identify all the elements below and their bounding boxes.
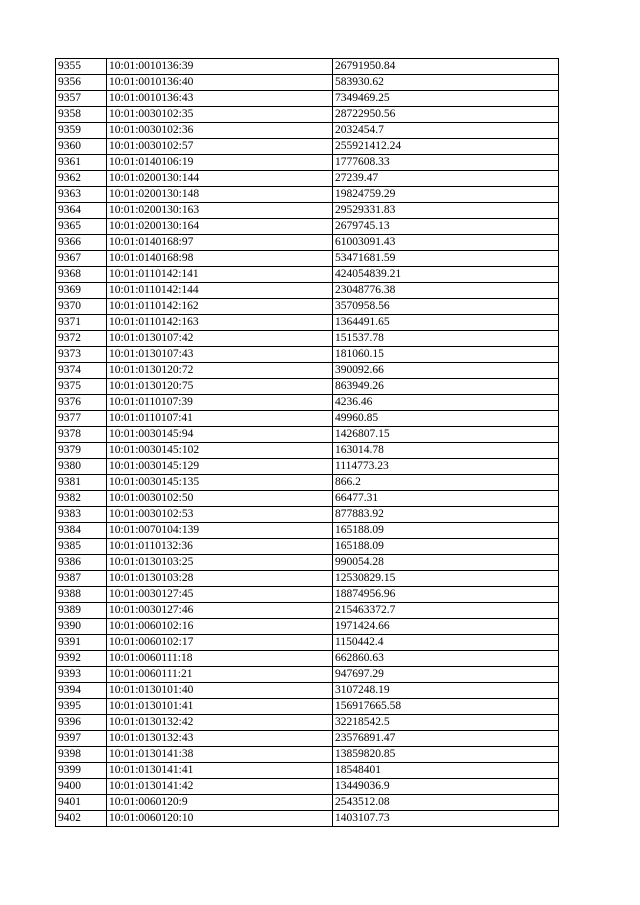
table-row — [56, 267, 559, 283]
value-cell: 424054839.21 — [333, 267, 559, 283]
row-number-cell: 9386 — [56, 555, 107, 571]
cadastral-number-cell: 10:01:0140168:98 — [107, 251, 333, 267]
table-row — [56, 363, 559, 379]
table-row — [56, 235, 559, 251]
row-number-cell: 9393 — [56, 667, 107, 683]
cadastral-number-cell: 10:01:0110107:39 — [107, 395, 333, 411]
cadastral-number-cell: 10:01:0130132:43 — [107, 731, 333, 747]
table-row — [56, 619, 559, 635]
table-row — [56, 59, 559, 75]
value-cell: 947697.29 — [333, 667, 559, 683]
row-number-cell: 9372 — [56, 331, 107, 347]
row-number-cell: 9391 — [56, 635, 107, 651]
cadastral-number-cell: 10:01:0110142:144 — [107, 283, 333, 299]
table-row — [56, 747, 559, 763]
table-row — [56, 379, 559, 395]
row-number-cell: 9363 — [56, 187, 107, 203]
row-number-cell: 9361 — [56, 155, 107, 171]
table-row — [56, 779, 559, 795]
row-number-cell: 9389 — [56, 603, 107, 619]
cadastral-number-cell: 10:01:0130141:38 — [107, 747, 333, 763]
value-cell: 165188.09 — [333, 539, 559, 555]
cadastral-number-cell: 10:01:0130103:28 — [107, 571, 333, 587]
table-row — [56, 251, 559, 267]
row-number-cell: 9364 — [56, 203, 107, 219]
row-number-cell: 9381 — [56, 475, 107, 491]
cadastral-number-cell: 10:01:0060111:18 — [107, 651, 333, 667]
cadastral-number-cell: 10:01:0130120:72 — [107, 363, 333, 379]
value-cell: 13449036.9 — [333, 779, 559, 795]
row-number-cell: 9401 — [56, 795, 107, 811]
table-row — [56, 539, 559, 555]
table-row — [56, 411, 559, 427]
table-body — [56, 59, 559, 827]
table-row — [56, 523, 559, 539]
cadastral-number-cell: 10:01:0110142:141 — [107, 267, 333, 283]
row-number-cell: 9373 — [56, 347, 107, 363]
value-cell: 29529331.83 — [333, 203, 559, 219]
value-cell: 181060.15 — [333, 347, 559, 363]
table-row — [56, 683, 559, 699]
table-row — [56, 107, 559, 123]
row-number-cell: 9396 — [56, 715, 107, 731]
row-number-cell: 9395 — [56, 699, 107, 715]
row-number-cell: 9374 — [56, 363, 107, 379]
cadastral-number-cell: 10:01:0060120:10 — [107, 811, 333, 827]
cadastral-number-cell: 10:01:0130132:42 — [107, 715, 333, 731]
row-number-cell: 9366 — [56, 235, 107, 251]
value-cell: 863949.26 — [333, 379, 559, 395]
cadastral-number-cell: 10:01:0030145:135 — [107, 475, 333, 491]
table-row — [56, 427, 559, 443]
value-cell: 1777608.33 — [333, 155, 559, 171]
value-cell: 23048776.38 — [333, 283, 559, 299]
table-row — [56, 395, 559, 411]
row-number-cell: 9358 — [56, 107, 107, 123]
row-number-cell: 9371 — [56, 315, 107, 331]
value-cell: 4236.46 — [333, 395, 559, 411]
cadastral-number-cell: 10:01:0110142:163 — [107, 315, 333, 331]
table-row — [56, 475, 559, 491]
value-cell: 27239.47 — [333, 171, 559, 187]
cadastral-number-cell: 10:01:0010136:43 — [107, 91, 333, 107]
value-cell: 390092.66 — [333, 363, 559, 379]
table-row — [56, 347, 559, 363]
value-cell: 7349469.25 — [333, 91, 559, 107]
table-row — [56, 555, 559, 571]
table-row — [56, 507, 559, 523]
value-cell: 66477.31 — [333, 491, 559, 507]
row-number-cell: 9362 — [56, 171, 107, 187]
cadastral-number-cell: 10:01:0060120:9 — [107, 795, 333, 811]
row-number-cell: 9369 — [56, 283, 107, 299]
row-number-cell: 9380 — [56, 459, 107, 475]
table-row — [56, 459, 559, 475]
table-row — [56, 699, 559, 715]
value-cell: 215463372.7 — [333, 603, 559, 619]
row-number-cell: 9399 — [56, 763, 107, 779]
cadastral-number-cell: 10:01:0030102:36 — [107, 123, 333, 139]
data-table — [55, 58, 559, 827]
table-row — [56, 155, 559, 171]
value-cell: 19824759.29 — [333, 187, 559, 203]
cadastral-number-cell: 10:01:0030102:57 — [107, 139, 333, 155]
cadastral-number-cell: 10:01:0060102:16 — [107, 619, 333, 635]
table-row — [56, 603, 559, 619]
value-cell: 1150442.4 — [333, 635, 559, 651]
value-cell: 165188.09 — [333, 523, 559, 539]
value-cell: 1971424.66 — [333, 619, 559, 635]
cadastral-number-cell: 10:01:0200130:163 — [107, 203, 333, 219]
cadastral-number-cell: 10:01:0010136:39 — [107, 59, 333, 75]
cadastral-number-cell: 10:01:0130103:25 — [107, 555, 333, 571]
row-number-cell: 9390 — [56, 619, 107, 635]
table-row — [56, 715, 559, 731]
table-row — [56, 667, 559, 683]
row-number-cell: 9379 — [56, 443, 107, 459]
value-cell: 877883.92 — [333, 507, 559, 523]
value-cell: 255921412.24 — [333, 139, 559, 155]
table-row — [56, 171, 559, 187]
cadastral-number-cell: 10:01:0200130:144 — [107, 171, 333, 187]
table-row — [56, 443, 559, 459]
table-row — [56, 315, 559, 331]
value-cell: 990054.28 — [333, 555, 559, 571]
row-number-cell: 9365 — [56, 219, 107, 235]
value-cell: 1114773.23 — [333, 459, 559, 475]
cadastral-number-cell: 10:01:0030127:45 — [107, 587, 333, 603]
value-cell: 3107248.19 — [333, 683, 559, 699]
row-number-cell: 9394 — [56, 683, 107, 699]
table-row — [56, 123, 559, 139]
row-number-cell: 9385 — [56, 539, 107, 555]
value-cell: 28722950.56 — [333, 107, 559, 123]
cadastral-number-cell: 10:01:0130107:42 — [107, 331, 333, 347]
cadastral-number-cell: 10:01:0030102:50 — [107, 491, 333, 507]
value-cell: 13859820.85 — [333, 747, 559, 763]
table-row — [56, 219, 559, 235]
value-cell: 662860.63 — [333, 651, 559, 667]
row-number-cell: 9377 — [56, 411, 107, 427]
table-row — [56, 283, 559, 299]
table-row — [56, 651, 559, 667]
row-number-cell: 9397 — [56, 731, 107, 747]
row-number-cell: 9359 — [56, 123, 107, 139]
cadastral-number-cell: 10:01:0030145:94 — [107, 427, 333, 443]
value-cell: 12530829.15 — [333, 571, 559, 587]
cadastral-number-cell: 10:01:0030127:46 — [107, 603, 333, 619]
value-cell: 26791950.84 — [333, 59, 559, 75]
row-number-cell: 9375 — [56, 379, 107, 395]
cadastral-number-cell: 10:01:0130101:40 — [107, 683, 333, 699]
cadastral-number-cell: 10:01:0110132:36 — [107, 539, 333, 555]
value-cell: 163014.78 — [333, 443, 559, 459]
row-number-cell: 9388 — [56, 587, 107, 603]
table-row — [56, 731, 559, 747]
cadastral-number-cell: 10:01:0060102:17 — [107, 635, 333, 651]
cadastral-number-cell: 10:01:0010136:40 — [107, 75, 333, 91]
row-number-cell: 9384 — [56, 523, 107, 539]
table-row — [56, 75, 559, 91]
table-row — [56, 763, 559, 779]
table-row — [56, 91, 559, 107]
cadastral-number-cell: 10:01:0200130:148 — [107, 187, 333, 203]
value-cell: 32218542.5 — [333, 715, 559, 731]
row-number-cell: 9357 — [56, 91, 107, 107]
value-cell: 583930.62 — [333, 75, 559, 91]
value-cell: 2543512.08 — [333, 795, 559, 811]
value-cell: 156917665.58 — [333, 699, 559, 715]
row-number-cell: 9360 — [56, 139, 107, 155]
value-cell: 18548401 — [333, 763, 559, 779]
cadastral-number-cell: 10:01:0130107:43 — [107, 347, 333, 363]
cadastral-number-cell: 10:01:0030102:35 — [107, 107, 333, 123]
row-number-cell: 9376 — [56, 395, 107, 411]
cadastral-number-cell: 10:01:0130141:41 — [107, 763, 333, 779]
table-row — [56, 299, 559, 315]
cadastral-number-cell: 10:01:0130141:42 — [107, 779, 333, 795]
row-number-cell: 9378 — [56, 427, 107, 443]
value-cell: 2679745.13 — [333, 219, 559, 235]
row-number-cell: 9383 — [56, 507, 107, 523]
cadastral-number-cell: 10:01:0070104:139 — [107, 523, 333, 539]
cadastral-number-cell: 10:01:0060111:21 — [107, 667, 333, 683]
cadastral-number-cell: 10:01:0140168:97 — [107, 235, 333, 251]
value-cell: 2032454.7 — [333, 123, 559, 139]
table-row — [56, 139, 559, 155]
row-number-cell: 9387 — [56, 571, 107, 587]
cadastral-number-cell: 10:01:0130120:75 — [107, 379, 333, 395]
cadastral-number-cell: 10:01:0140106:19 — [107, 155, 333, 171]
table-row — [56, 571, 559, 587]
value-cell: 23576891.47 — [333, 731, 559, 747]
cadastral-number-cell: 10:01:0110107:41 — [107, 411, 333, 427]
row-number-cell: 9382 — [56, 491, 107, 507]
row-number-cell: 9392 — [56, 651, 107, 667]
value-cell: 1426807.15 — [333, 427, 559, 443]
table-row — [56, 795, 559, 811]
table-row — [56, 491, 559, 507]
value-cell: 1403107.73 — [333, 811, 559, 827]
row-number-cell: 9402 — [56, 811, 107, 827]
value-cell: 61003091.43 — [333, 235, 559, 251]
cadastral-number-cell: 10:01:0030145:129 — [107, 459, 333, 475]
row-number-cell: 9370 — [56, 299, 107, 315]
row-number-cell: 9400 — [56, 779, 107, 795]
row-number-cell: 9356 — [56, 75, 107, 91]
row-number-cell: 9355 — [56, 59, 107, 75]
cadastral-number-cell: 10:01:0130101:41 — [107, 699, 333, 715]
cadastral-number-cell: 10:01:0030145:102 — [107, 443, 333, 459]
table-row — [56, 811, 559, 827]
table-row — [56, 331, 559, 347]
cadastral-number-cell: 10:01:0110142:162 — [107, 299, 333, 315]
value-cell: 866.2 — [333, 475, 559, 491]
cadastral-number-cell: 10:01:0200130:164 — [107, 219, 333, 235]
value-cell: 53471681.59 — [333, 251, 559, 267]
value-cell: 18874956.96 — [333, 587, 559, 603]
cadastral-number-cell: 10:01:0030102:53 — [107, 507, 333, 523]
row-number-cell: 9398 — [56, 747, 107, 763]
table-row — [56, 187, 559, 203]
value-cell: 3570958.56 — [333, 299, 559, 315]
table-row — [56, 587, 559, 603]
table-row — [56, 203, 559, 219]
value-cell: 151537.78 — [333, 331, 559, 347]
value-cell: 1364491.65 — [333, 315, 559, 331]
value-cell: 49960.85 — [333, 411, 559, 427]
row-number-cell: 9367 — [56, 251, 107, 267]
row-number-cell: 9368 — [56, 267, 107, 283]
table-row — [56, 635, 559, 651]
